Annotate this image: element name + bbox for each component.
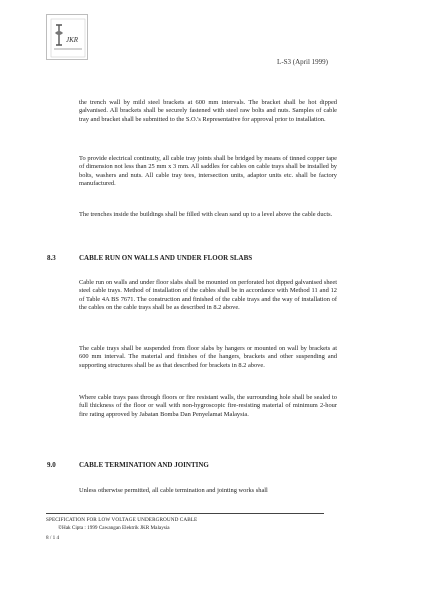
paragraph-termination-jointing: Unless otherwise permitted, all cable termination and jointing works shall <box>79 487 268 494</box>
paragraph-electrical-continuity: To provide electrical continuity, all cable tray joints shall be bridged by means of tinned copper tape of dimension not less than 25 mm x 3 mm. All saddles for cables on cable trays shall be installed by bolts, washers and nuts. All cable tray tees, intersection units, adaptor units etc. shall be factory manufactured. <box>79 155 337 188</box>
paragraph-trench-brackets: the trench wall by mild steel brackets at 600 mm intervals. The bracket shall be hot dipped galvanised. All brackets shall be securely fastened with steel raw bolts and nuts. Samples of cable tray and bracket shall be submitted to the S.O.'s Representative for approval prior to installation. <box>79 99 337 123</box>
document-reference: L-S3 (April 1999) <box>277 58 328 66</box>
paragraph-cable-tray-suspension: The cable trays shall be suspended from floor slabs by hangers or mounted on wall by brackets at 600 mm interval. The material and finishes of the hangers, brackets and other suspending and supporting structures shall be as that described for brackets in 8.2 above. <box>79 345 337 369</box>
jkr-logo <box>46 14 88 60</box>
section-number-9-0: 9.0 <box>47 461 56 469</box>
footer-copyright: ©Hak Cipta : 1999 Cawangan Elektrik JKR Malaysia <box>58 525 170 531</box>
logo-text: JKR <box>66 36 79 44</box>
paragraph-cable-run-method: Cable run on walls and under floor slabs shall be mounted on perforated hot dipped galvanised sheet steel cable trays. Method of installation of the cables shall be in accordance with Method 11 and 12 of Table 4A BS 7671. The construction and finished of the cable trays and the way of installation of the cables on the cable trays shall be as described in 8.2 above. <box>79 279 337 312</box>
paragraph-fire-resistant-walls: Where cable trays pass through floors or fire resistant walls, the surrounding hole shall be sealed to full thickness of the floor or wall with non-hygroscopic fire-resisting material of minimum 2-hour fire rating approved by Jabatan Bomba Dan Penyelamat Malaysia. <box>79 394 337 418</box>
footer-divider <box>46 513 324 514</box>
section-title-9-0: CABLE TERMINATION AND JOINTING <box>79 461 209 469</box>
section-number-8-3: 8.3 <box>47 254 56 262</box>
footer-specification-title: SPECIFICATION FOR LOW VOLTAGE UNDERGROUND CABLE <box>46 517 198 523</box>
jkr-emblem-icon <box>47 15 89 61</box>
paragraph-trench-sand: The trenches inside the buildings shall be filled with clean sand up to a level above the cable ducts. <box>79 211 333 218</box>
section-title-8-3: CABLE RUN ON WALLS AND UNDER FLOOR SLABS <box>79 254 253 262</box>
page-number: 8 / 1 4 <box>46 535 60 541</box>
